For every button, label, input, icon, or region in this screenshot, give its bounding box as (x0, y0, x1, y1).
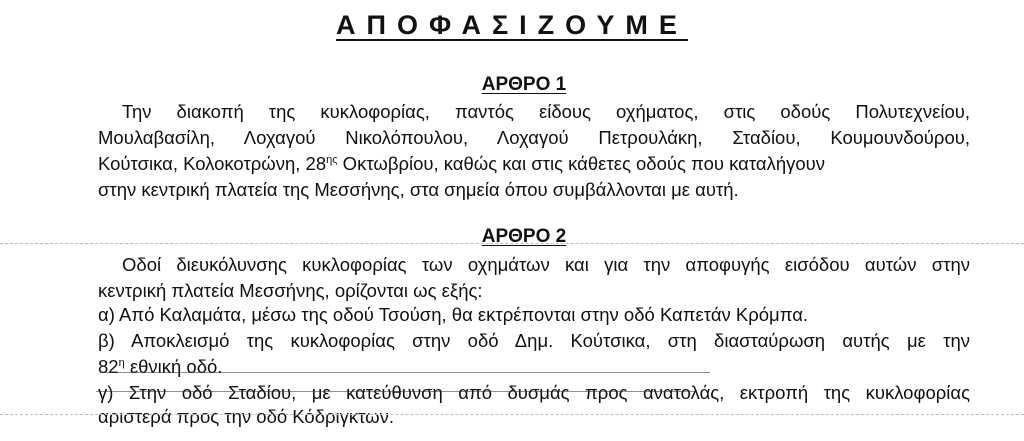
article-1-ordinal-suffix: ης (326, 154, 338, 166)
article-1-line-1: Την διακοπή της κυκλοφορίας, παντός είδους οχήματος, στις οδούς Πολυτεχνείου, (122, 101, 970, 122)
item-b-ordinal-suffix: η (118, 357, 125, 369)
article-1-title: ΑΡΘΡΟ 1 (481, 74, 567, 95)
article-2-intro-line-2: κεντρική πλατεία Μεσσήνης, ορίζονται ως εξής: (98, 280, 483, 301)
article-1-line-2: Μουλαβασίλη, Λοχαγού Νικολόπουλου, Λοχαγού Πετρουλάκη, Σταδίου, Κουμουνδούρου, (98, 127, 970, 148)
decision-heading: ΑΠΟΦΑΣΙΖΟΥΜΕ (336, 10, 688, 40)
article-2-item-c-line-2: αριστερά προς την οδό Κόδριγκτων. (98, 406, 395, 427)
article-1-line-3-rest: Οκτωβρίου, καθώς και στις κάθετες οδούς που καταλήγουν (337, 153, 826, 174)
article-2-intro-line-1: Οδοί διευκόλυνσης κυκλοφορίας των οχημάτων και για την αποφυγής εισόδου αυτών στην (122, 254, 970, 275)
article-1-line-4: στην κεντρική πλατεία της Μεσσήνης, στα σημεία όπου συμβάλλονται με αυτή. (98, 179, 739, 200)
scan-artifact-line (96, 391, 696, 392)
article-2-item-b-line-2 (98, 355, 222, 379)
article-2-title: ΑΡΘΡΟ 2 (481, 226, 567, 247)
article-2-item-c-line-1: γ) Στην οδό Σταδίου, με κατεύθυνση από δυσμάς προς ανατολάς, εκτροπή της κυκλοφορίας (98, 382, 970, 403)
article-2-item-a: α) Από Καλαμάτα, μέσω της οδού Τσούση, θα εκτρέπονται στην οδό Καπετάν Κρόμπα. (98, 304, 809, 325)
article-1-line-3-text (98, 152, 825, 176)
article-2-item-b-line-1: β) Αποκλεισμό της κυκλοφορίας στην οδό Δημ. Κούτσικα, στη διασταύρωση αυτής με την (98, 330, 970, 351)
item-b-line-2-rest: εθνική οδό. (124, 356, 223, 377)
article-1-line-3 (98, 152, 970, 176)
scan-artifact-line (100, 372, 710, 373)
item-b-road-number: 82 (98, 356, 119, 377)
article-1-ordinal-number: Κούτσικα, Κολοκοτρώνη, 28 (98, 153, 327, 174)
scan-noise-line (0, 414, 1024, 415)
